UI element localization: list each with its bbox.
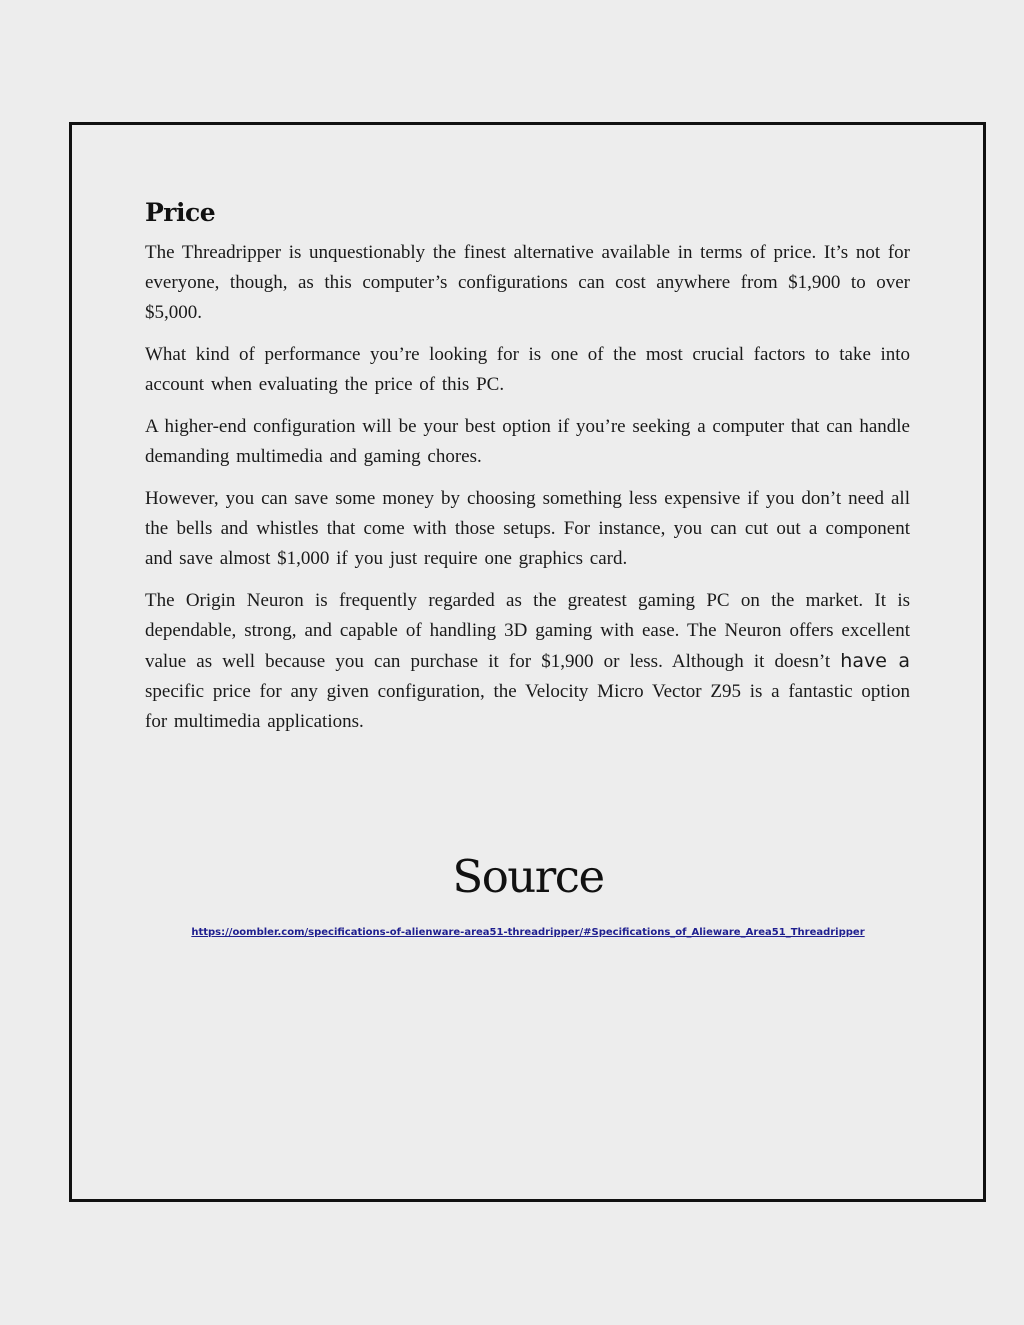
- source-link[interactable]: https://oombler.com/specifications-of-alienware-area51-threadripper/#Specifications_of_Alieware_Area51_Threadripper: [191, 927, 865, 938]
- paragraph-2: What kind of performance you’re looking for is one of the most crucial factors to take into account when evaluating the price of this PC.: [145, 344, 910, 395]
- paragraph-1: The Threadripper is unquestionably the finest alternative available in terms of price. It’s not for everyone, though, as this computer’s configurations can cost anywhere from $1,900 to over $5,000.: [145, 242, 910, 323]
- paragraph-5-part-2: have a: [840, 650, 910, 672]
- section-heading: Price: [145, 198, 216, 227]
- paragraph-4: However, you can save some money by choosing something less expensive if you don’t need all the bells and whistles that come with those setups. For instance, you can cut out a component and save almost $1,000 if you just require one graphics card.: [145, 488, 910, 569]
- article-body: [145, 196, 910, 749]
- paragraph-5: [145, 586, 910, 737]
- source-heading: Source: [452, 850, 604, 903]
- paragraph-5-part-3: specific price for any given configuration, the Velocity Micro Vector Z95 is a fantastic option for multimedia applications.: [145, 681, 910, 732]
- paragraph-3: A higher-end configuration will be your best option if you’re seeking a computer that can handle demanding multimedia and gaming chores.: [145, 416, 910, 467]
- paragraph-5-part-1: The Origin Neuron is frequently regarded as the greatest gaming PC on the market. It is dependable, strong, and capable of handling 3D gaming with ease. The Neuron offers excellent value as well because you can purchase it for $1,900 or less. Although it doesn’t: [145, 590, 910, 672]
